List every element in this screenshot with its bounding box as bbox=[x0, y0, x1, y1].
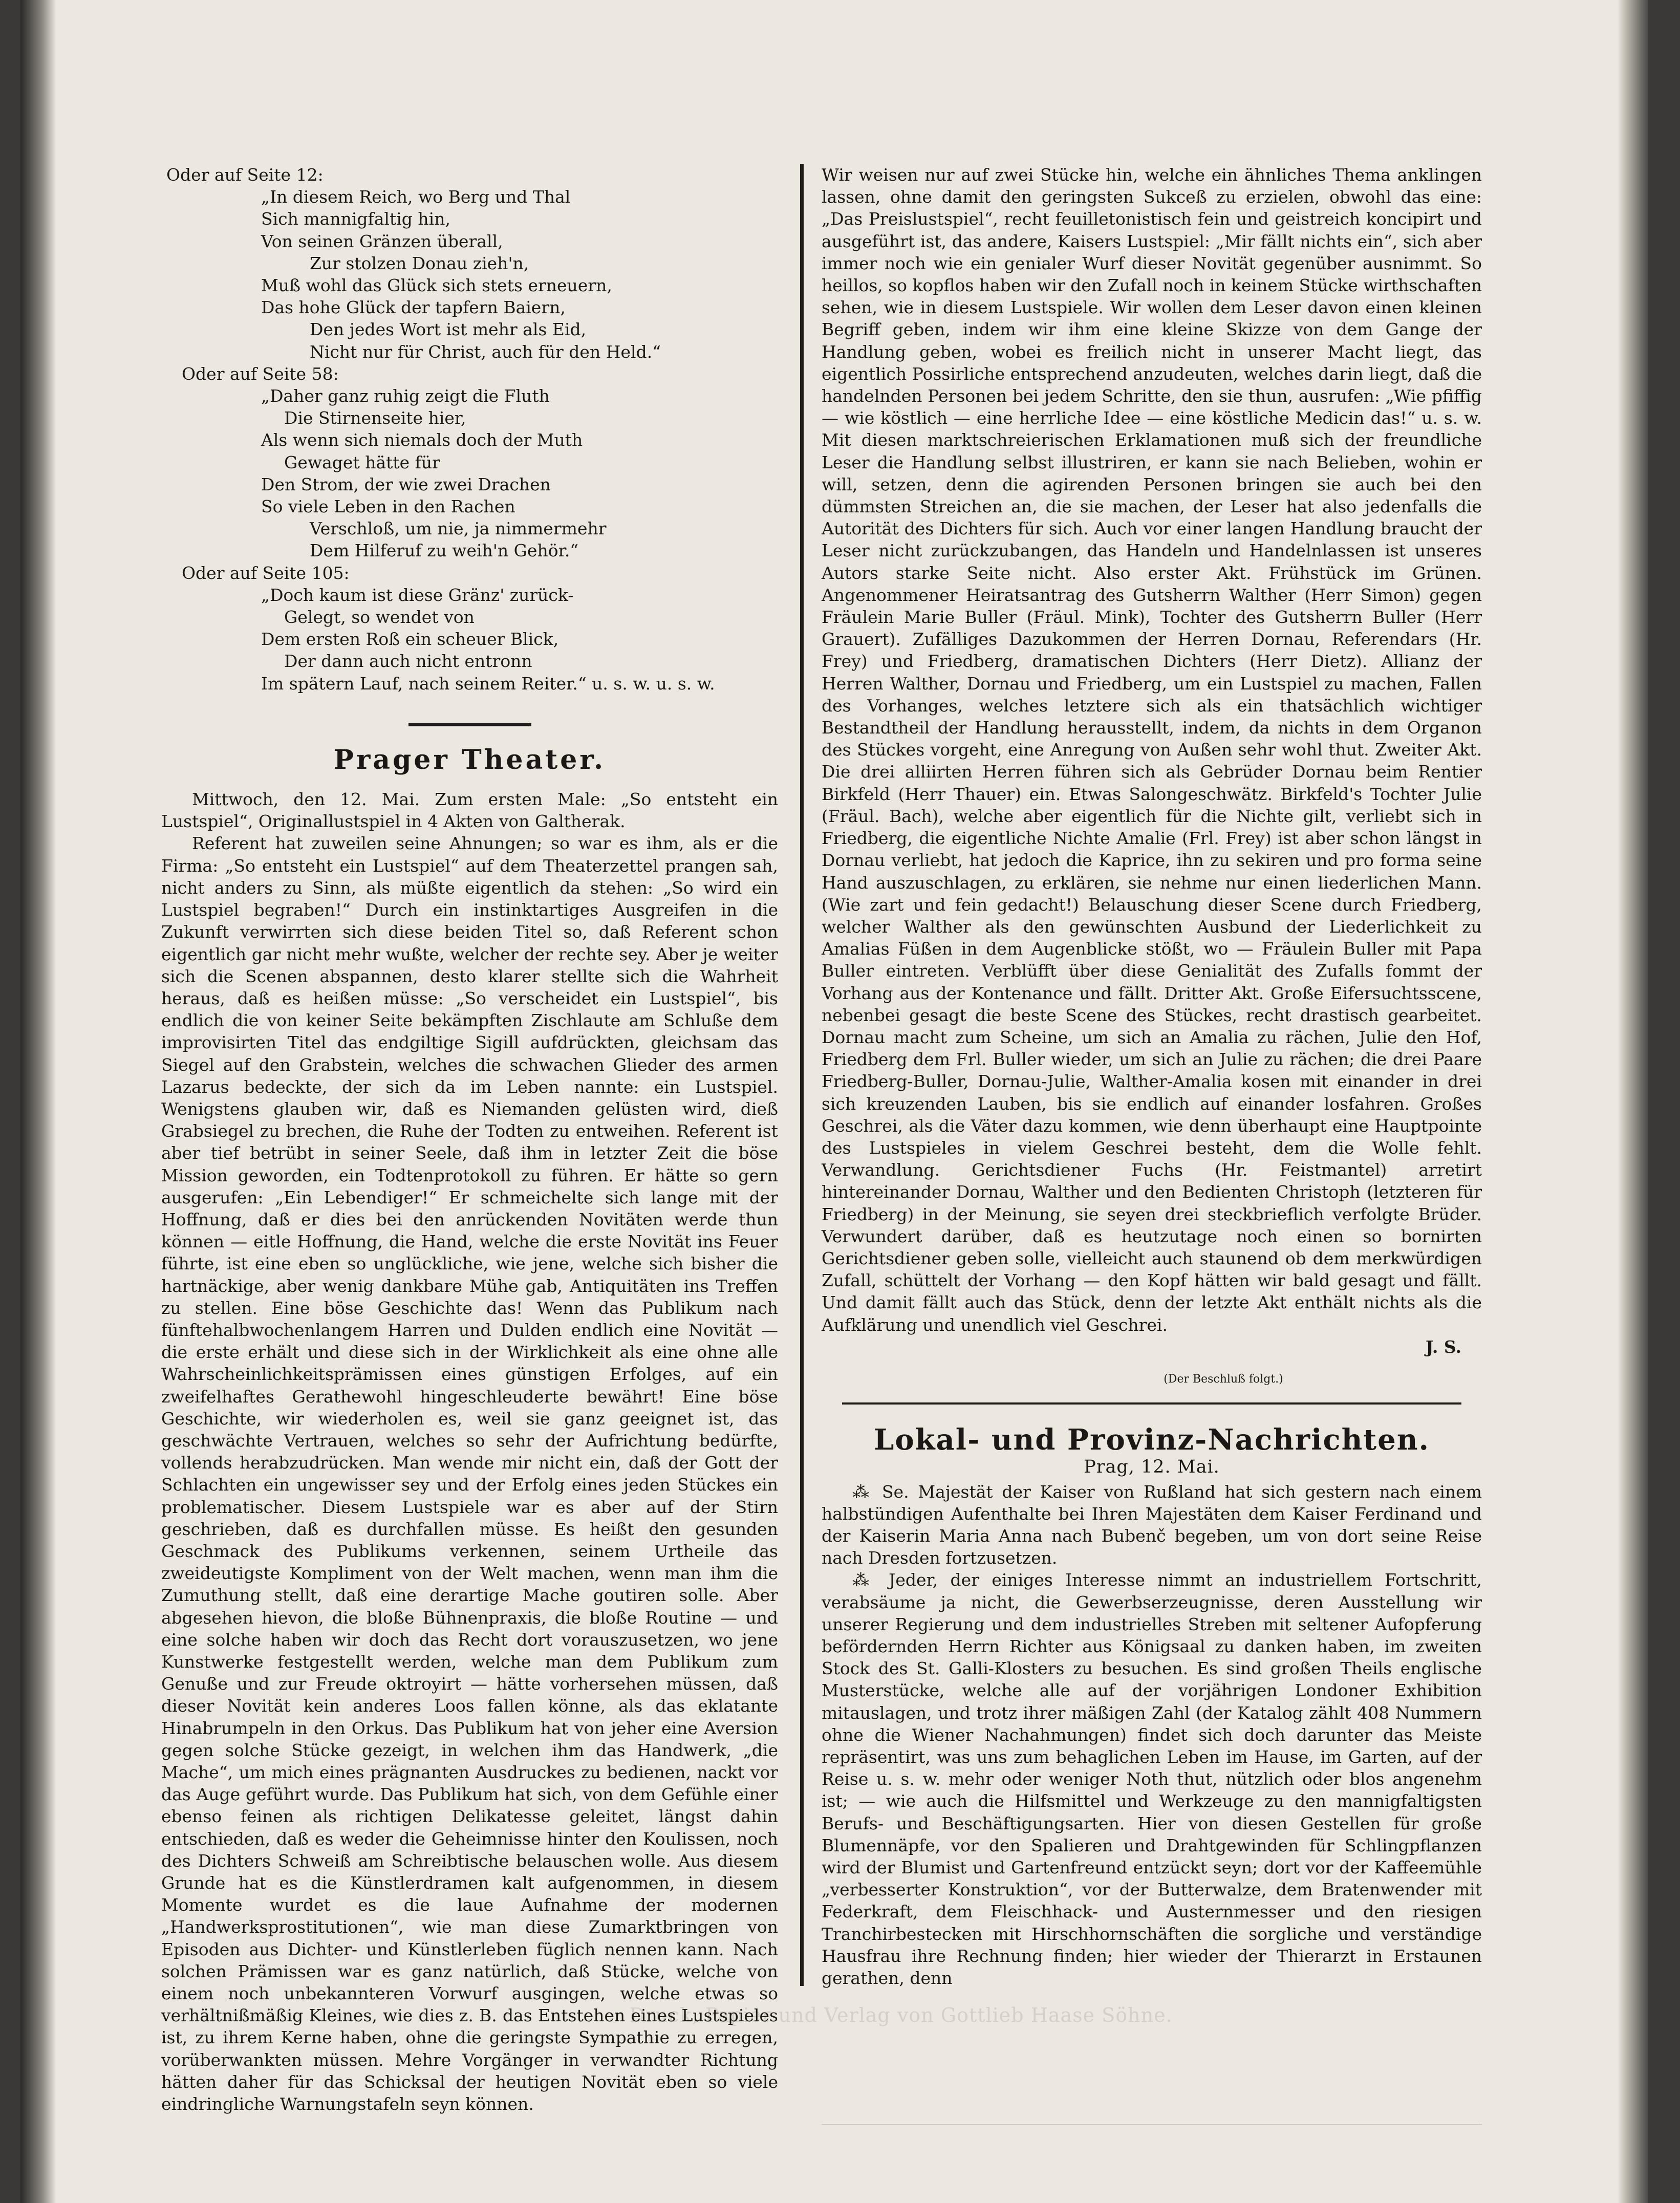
column-rule bbox=[800, 164, 804, 1986]
verse-line: Gelegt, so wendet von bbox=[284, 607, 475, 628]
verse-line: Muß wohl das Glück sich stets erneuern, bbox=[261, 275, 612, 296]
article-paragraph: Wir weisen nur auf zwei Stücke hin, welche ein ähnliches Thema anklingen lassen, ohne damit den geringsten Sukceß zu erzielen, obwohl das eine: „Das Preislustspiel“, recht feuilletonistisch fein und geistreich koncipirt und ausgeführt ist, das andere, Kaisers Lustspiel: „Mir fällt nichts ein“, sich aber immer noch wie ein genialer Wurf dieser Novität gegenüber ausnimmt. So heillos, so kopflos haben wir den Zufall noch in keinem Stücke wirthschaften sehen, wie in diesem Lustspiele. Wir wollen dem Leser davon einen kleinen Begriff geben, indem wir ihm eine kleine Skizze von dem Gange der Handlung geben, wobei es freilich nicht in unserer Macht liegt, das eigentlich Possirliche entsprechend anzudeuten, welches darin liegt, daß die handelnden Personen bei jedem Schritte, den sie thun, ausrufen: „Wie pfiffig — wie köstlich — eine herrliche Idee — eine köstliche Medicin das!“ u. s. w. Mit diesen marktschreierischen Erklamationen muß sich der freundliche Leser die Handlung selbst illustriren, er kann sie nach Belieben, wohin er will, setzen, denn die agirenden Personen bringen sie auch bei den dümmsten Streichen an, die sie machen, der Leser hat also jedenfalls die Autorität des Dichters für sich. Auch vor einer langen Handlung braucht der Leser nicht zurückzubangen, das Handeln und Handelnlassen ist unseres Autors starke Seite nicht. Also erster Akt. Frühstück im Grünen. Angenommener Heiratsantrag des Gutsherrn Walther (Herr Simon) gegen Fräulein Marie Buller (Fräul. Mink), Tochter des Gutsherrn Buller (Herr Grauert). Zufälliges Dazukommen der Herren Dornau, Referendars (Hr. Frey) und Friedberg, dramatischen Dichters (Herr Dietz). Allianz der Herren Walther, Dornau und Friedberg, um ein Lustspiel zu machen, Fallen des Vorhanges, welches letztere sich als ein thatsächlich wichtiger Bestandtheil der Handlung herausstellt, indem, da nichts in dem Organon des Stückes vorgeht, eine Anregung von Außen sehr wohl thut. Zweiter Akt. Die drei alliirten Herren führen sich als Gebrüder Dornau beim Rentier Birkfeld (Herr Thauer) ein. Etwas Salongeschwätz. Birkfeld's Tochter Julie (Fräul. Bach), welche aber eigentlich für die Nichte gilt, verliebt sich in Friedberg, die eigentliche Nichte Amalie (Frl. Frey) ist aber schon längst in Dornau verliebt, hat jedoch die Kaprice, ihn zu sekiren und pro forma seine Hand auszuschlagen, zu erklären, sie nehme nur einen liederlichen Mann. (Wie zart und fein gedacht!) Belauschung dieser Scene durch Friedberg, welcher Walther als den gewünschten Ausbund der Liederlichkeit zu Amalias Füßen in dem Augenblicke stößt, wo — Fräulein Buller mit Papa Buller eintreten. Verblüfft über diese Genialität des Zufalls fommt der Vorhang aus der Kontenance und fällt. Dritter Akt. Große Eifersuchtsscene, nebenbei gesagt die beste Scene des Stückes, recht drastisch gearbeitet. Dornau macht zum Scheine, um sich an Amalia zu rächen, Julie den Hof, Friedberg dem Frl. Buller wieder, um sich an Julie zu rächen; die drei Paare Friedberg-Buller, Dornau-Julie, Walther-Amalia kosen mit einander in drei sich kreuzenden Lauben, bis sie endlich auf einander losfahren. Großes Geschrei, als die Väter dazu kommen, wie denn überhaupt eine Hauptpointe des Lustspieles in vielem Geschrei besteht, dem die Wolle fehlt. Verwandlung. Gerichtsdiener Fuchs (Hr. Feistmantel) arretirt hintereinander Dornau, Walther und den Bedienten Christoph (letzteren für Friedberg) in der Meinung, sie seyen drei steckbrieflich verfolgte Brüder. Verwundert darüber, daß es heutzutage noch einen so bornirten Gerichtsdiener geben solle, vielleicht auch staunend ob dem merkwürdigen Zufall, schüttelt der Vorhang — den Kopf hätten wir bald gesagt und fällt. Und damit fällt auch das Stück, denn der letzte Akt enthält nichts als die Aufklärung und unendlich viel Geschrei. bbox=[822, 165, 1482, 1335]
verse-line: Gewaget hätte für bbox=[284, 452, 440, 472]
verse-line: Von seinen Gränzen überall, bbox=[261, 231, 503, 251]
binding-gutter bbox=[20, 0, 56, 2203]
verse-line: Als wenn sich niemals doch der Muth bbox=[261, 430, 583, 450]
verse-line: Den Strom, der wie zwei Drachen bbox=[261, 474, 551, 494]
faint-rule bbox=[822, 2124, 1482, 2125]
verse-line: Dem ersten Roß ein scheuer Blick, bbox=[261, 629, 559, 650]
verse-line: Nicht nur für Christ, auch für den Held.“ bbox=[310, 341, 661, 362]
dateline: Prag, 12. Mai. bbox=[1084, 1457, 1220, 1478]
right-column bbox=[822, 164, 1482, 1989]
article-paragraph: Mittwoch, den 12. Mai. Zum ersten Male: „So entsteht ein Lustspiel“, Originallustspiel in 4 Akten von Galtherak. bbox=[161, 789, 778, 832]
verse-line: So viele Leben in den Rachen bbox=[261, 496, 515, 517]
news-item: ⁂ Se. Majestät der Kaiser von Rußland hat sich gestern nach einem halbstündigen Aufenthalte bei Ihren Majestäten dem Kaiser Ferdinand und der Kaiserin Maria Anna nach Bubenč begeben, um von dort seine Reise nach Dresden fortzusetzen. bbox=[822, 1481, 1482, 1568]
theatre-section-title: Prager Theater. bbox=[333, 744, 606, 775]
verse-line: Dem Hilferuf zu weih'n Gehör.“ bbox=[310, 541, 579, 561]
verse-line: Die Stirnenseite hier, bbox=[284, 408, 466, 428]
section-divider bbox=[842, 1402, 1461, 1405]
page-edge bbox=[1618, 0, 1648, 2203]
newspaper-page bbox=[20, 0, 1648, 2203]
verse-quote-3 bbox=[161, 562, 778, 695]
verse-line: Das hohe Glück der tapfern Baiern, bbox=[261, 297, 566, 318]
verse-line: „In diesem Reich, wo Berg und Thal bbox=[261, 187, 571, 207]
verse-line: Verschloß, um nie, ja nimmermehr bbox=[310, 519, 607, 539]
verse-line: Der dann auch nicht entronn bbox=[284, 651, 532, 672]
author-signature: J. S. bbox=[1425, 1336, 1461, 1357]
news-item: ⁂ Jeder, der einiges Interesse nimmt an industriellem Fortschritt, verabsäume ja nicht, die Gewerbserzeugnisse, deren Ausstellung wir unserer Regierung und dem industrielles Streben mit seltener Aufopferung befördernden Herrn Richter aus Königsaal zu danken haben, im zweiten Stock des St. Galli-Klosters zu besuchen. Es sind großen Theils englische Musterstücke, welche alle auf der vorjährigen Londoner Exhibition mitauslagen, und trotz ihrer mäßigen Zahl (der Katalog zählt 408 Nummern ohne die Wiener Nachahmungen) findet sich doch darunter das Meiste repräsentirt, was uns zum behaglichen Leben im Hause, im Garten, auf der Reise u. s. w. mehr oder weniger Noth thut, nützlich oder blos angenehm ist; — wie auch die Hilfsmittel und Werkzeuge zu den mannigfaltigsten Berufs- und Beschäftigungsarten. Hier von diesen Gestellen für große Blumennäpfe, vor den Spalieren und Drahtgewinden für Schlingpflanzen wird der Blumist und Gartenfreund entzückt seyn; dort vor der Kaffeemühle „verbesserter Konstruktion“, vor der Butterwalze, dem Bratenwender mit Federkraft, dem Fleischhack- und Austernmesser und den riesigen Tranchirbestecken mit Hirschhornschäften die sorgliche und verständige Hausfrau ihre Rechnung finden; hier wieder der Thierarzt in Erstaunen gerathen, denn bbox=[822, 1570, 1482, 1989]
verse-line: Im spätern Lauf, nach seinem Reiter.“ u. s. w. u. s. w. bbox=[261, 673, 715, 694]
bleed-through-imprint: Druck, Papier und Verlag von Gottlieb Haase Söhne. bbox=[629, 2004, 1173, 2026]
left-column bbox=[161, 164, 778, 2115]
verse-line: „Doch kaum ist diese Gränz' zurück- bbox=[261, 585, 574, 605]
signature-row bbox=[822, 1336, 1482, 1358]
verse-line: Sich mannigfaltig hin, bbox=[261, 209, 450, 229]
verse-intro: Oder auf Seite 105: bbox=[182, 563, 350, 583]
verse-intro: Oder auf Seite 58: bbox=[182, 363, 339, 384]
verse-line: Den jedes Wort ist mehr als Eid, bbox=[310, 319, 587, 340]
verse-quote-1 bbox=[161, 164, 778, 363]
verse-line: „Daher ganz ruhig zeigt die Fluth bbox=[261, 386, 550, 406]
verse-line: Zur stolzen Donau zieh'n, bbox=[310, 253, 529, 273]
section-divider bbox=[408, 723, 531, 726]
continued-note: (Der Beschluß folgt.) bbox=[1164, 1372, 1283, 1386]
verse-intro: Oder auf Seite 12: bbox=[166, 165, 324, 185]
article-paragraph: Referent hat zuweilen seine Ahnungen; so war es ihm, als er die Firma: „So entsteht ein Lustspiel“ auf dem Theaterzettel prangen sah, nicht anders zu Sinn, als müßte eigentlich da stehen: „So wird ein Lustspiel begraben!“ Durch ein instinktartiges Ausgreifen in die Zukunft verwirrten sich diese beiden Titel so, daß Referent schon eigentlich gar nicht mehr wußte, welcher der rechte sey. Aber je weiter sich die Scenen abspannen, desto klarer stellte sich die Wahrheit heraus, daß es heißen müsse: „So verscheidet ein Lustspiel“, bis endlich die von keiner Seite bekämpften Zischlaute am Schluße dem improvisirten Titel das endgiltige Sigill aufdrückten, gleichsam das Siegel auf den Grabstein, welches die schwachen Glieder des armen Lazarus bedeckte, der sich da im Leben nannte: ein Lustspiel. Wenigstens glauben wir, daß es Niemanden gelüsten wird, dieß Grabsiegel zu brechen, die Ruhe der Todten zu entweihen. Referent ist aber tief betrübt in seiner Seele, daß ihm in letzter Zeit die böse Mission geworden, ein Todtenprotokoll zu führen. Er hätte so gern ausgerufen: „Ein Lebendiger!“ Er schmeichelte sich lange mit der Hoffnung, daß er dies bei den anrückenden Novitäten werde thun können — eitle Hoffnung, die Hand, welche die erste Novität ins Feuer führte, ist eine eben so unglückliche, wie jene, welche sich bisher die hartnäckige, aber wenig dankbare Mühe gab, Antiquitäten ins Treffen zu stellen. Eine böse Geschichte das! Wenn das Publikum nach fünftehalbwochenlangem Harren und Dulden endlich eine Novität — die erste erhält und diese sich in der Wirklichkeit als eine ohne alle Wahrscheinlichkeitsprämissen eines günstigen Erfolges, auf ein zweifelhaftes Gerathewohl hingeschleuderte bewährt! Eine böse Geschichte, wir wiederholen es, weil sie ganz geeignet ist, das geschwächte Vertrauen, welches so sehr der Aufrichtung bedürfte, vollends herabzudrücken. Man wende mir nicht ein, daß der Gott der Schlachten ein ungewisser sey und der Erfolg eines jeden Stückes ein problematischer. Diesem Lustspiele war es aber auf der Stirn geschrieben, daß es durchfallen müsse. Es heißt den gesunden Geschmack des Publikums verkennen, seinem Urtheile das zweideutigste Kompliment von der Welt machen, wenn man ihm die Zumuthung stellt, daß eine derartige Mache goutiren solle. Aber abgesehen hievon, die bloße Bühnenpraxis, die bloße Routine — und eine solche haben wir doch das Recht dort vorauszusetzen, wo jene Kunstwerke festgestellt werden, welche man dem Publikum zum Genuße und zur Freude oktroyirt — hätte vorhersehen müssen, daß dieser Novität kein anderes Loos fallen könne, als das eklatante Hinabrumpeln in den Orkus. Das Publikum hat von jeher eine Aversion gegen solche Stücke gezeigt, in welchen ihm das Handwerk, „die Mache“, um mich eines prägnanten Ausdruckes zu bedienen, nackt vor das Auge geführt wurde. Das Publikum hat sich, von dem Gefühle einer ebenso feinen als richtigen Delikatesse geleitet, längst dahin entschieden, daß es weder die Geheimnisse hinter den Koulissen, noch des Dichters Schweiß am Schreibtische belauschen wolle. Aus diesem Grunde hat es die Künstlerdramen kalt aufgenommen, in diesem Momente wurdet es die laue Aufnahme der modernen „Handwerksprostitutionen“, wie man diese Zumarktbringen von Episoden aus Dichter- und Künstlerleben füglich nennen kann. Nach solchen Prämissen war es ganz natürlich, daß Stücke, welche von einem noch unbekannteren Vorwurf ausgingen, welche etwas so verhältnißmäßig Kleines, wie dies z. B. das Entstehen eines Lustspieles ist, zu ihrem Kerne haben, ohne die geringste Sympathie zu erregen, vorüberwankten müssen. Mehre Vorgänger in verwandter Richtung hätten daher für das Schicksal der heutigen Novität eben so viele eindringliche Warnungstafeln seyn können. bbox=[161, 833, 778, 2114]
verse-quote-2 bbox=[161, 363, 778, 562]
local-news-title: Lokal- und Provinz-Nachrichten. bbox=[873, 1423, 1430, 1457]
